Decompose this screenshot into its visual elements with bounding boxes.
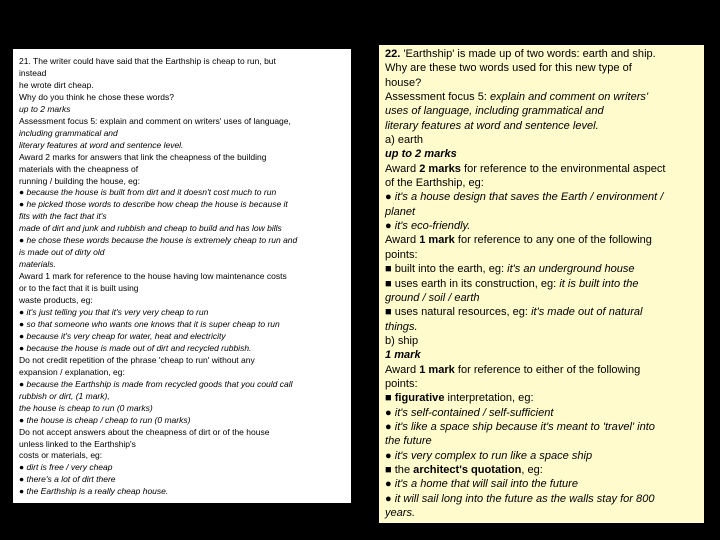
q21-text-line: Why do you think he chose these words? <box>19 91 174 102</box>
q22-text-segment: 'Earthship' is made up of two words: earth and ship. <box>403 48 656 60</box>
q21-text-line: Award 1 mark for reference to the house having low maintenance costs <box>19 271 287 282</box>
q21-text-line: or to the fact that it is built using <box>19 283 139 294</box>
q22-text-line <box>385 291 699 305</box>
q22-text-segment: figurative <box>394 392 445 405</box>
q22-text-segment: ■ uses earth in its construction, eg: <box>385 277 560 290</box>
q21-text-line: materials with the cheapness of <box>19 163 139 174</box>
q22-text-segment: it's an underground house <box>507 263 635 276</box>
q21-text-line: ● he picked those words to describe how cheap the house is because it <box>19 199 288 210</box>
q21-text-line: Do not accept answers about the cheapness of dirt or of the house <box>19 426 270 437</box>
q22-text-segment: it's like a space ship because it's meant to 'travel' into <box>394 420 655 433</box>
q22-text-segment: it will sail long into the future as the walls stay for 800 <box>394 492 655 505</box>
q22-text-line <box>385 391 699 405</box>
q22-text-line <box>385 133 699 147</box>
q22-text-line <box>385 492 699 506</box>
q22-text-line <box>385 305 699 319</box>
q22-text-segment: Assessment focus 5: <box>385 91 490 104</box>
q22-text-segment: ■ <box>385 392 395 405</box>
q22-text-segment: 22. <box>385 48 404 60</box>
q21-text-line: fits with the fact that it's <box>19 211 107 222</box>
q22-text-segment: explain and comment on writers' <box>490 91 649 104</box>
q22-text-line <box>385 277 699 291</box>
q22-text-segment: for reference to either of the following <box>454 363 641 376</box>
q22-text-segment: ● <box>385 492 395 505</box>
q21-text-line: up to 2 marks <box>19 103 71 114</box>
q22-text-segment: ● <box>385 420 395 433</box>
q22-text-segment: a) earth <box>385 134 424 147</box>
question-21-mark-scheme-panel <box>12 48 352 504</box>
q21-text-line: running / building the house, eg: <box>19 175 140 186</box>
q21-text-line: costs or materials, eg: <box>19 450 103 461</box>
q22-text-line <box>385 348 699 362</box>
q21-text-line: materials. <box>19 259 56 270</box>
q21-text-line: 21. The writer could have said that the Earthship is cheap to run, but <box>19 56 276 66</box>
q22-text-segment: points: <box>385 377 418 390</box>
q22-text-segment: ● <box>385 220 395 233</box>
q21-text-line: ● because the house is built from dirt and it doesn't cost much to run <box>19 187 277 198</box>
q21-text-line: Do not credit repetition of the phrase 'cheap to run' without any <box>19 354 255 365</box>
q22-text-segment: 2 marks <box>419 162 461 175</box>
q21-text-line: expansion / explanation, eg: <box>19 366 125 377</box>
q22-text-segment: it's made out of natural <box>531 306 643 319</box>
q21-text-line: ● so that someone who wants one knows that it is super cheap to run <box>19 318 280 329</box>
q22-text-line <box>385 61 699 75</box>
q22-text-segment: ● <box>385 478 395 491</box>
q22-text-segment: b) ship <box>385 334 419 347</box>
q22-text-segment: 1 mark <box>419 234 455 247</box>
q22-text-line <box>385 219 699 233</box>
q21-text-line: literary features at word and sentence level. <box>19 139 184 150</box>
q22-text-line <box>385 76 699 90</box>
q22-text-segment: ● <box>385 191 395 204</box>
q22-text-line <box>385 176 699 190</box>
q21-text-line: ● because the Earthship is made from recycled goods that you could call <box>19 378 293 389</box>
q22-text-line <box>385 147 699 161</box>
q22-text-segment: 1 mark <box>419 363 455 376</box>
q22-text-segment: interpretation, eg: <box>444 392 534 405</box>
q22-text-segment: ground / soil / earth <box>385 291 480 304</box>
q22-text-segment: Award <box>385 162 420 175</box>
q22-text-line <box>385 262 699 276</box>
q22-text-line <box>385 449 699 463</box>
q22-text-line <box>385 205 699 219</box>
q22-text-segment: ● <box>385 449 395 462</box>
q22-text-segment: planet <box>385 205 416 218</box>
q22-text-line <box>385 377 699 391</box>
q22-text-line <box>385 477 699 491</box>
q22-text-segment: for reference to the environmental aspect <box>460 162 666 175</box>
q21-text-line: Award 2 marks for answers that link the cheapness of the building <box>19 151 267 162</box>
q21-text-line: ● the house is cheap / cheap to run (0 marks) <box>19 414 191 425</box>
q22-text-line <box>385 506 699 520</box>
q21-text-line: ● because the house is made out of dirt and recycled rubbish. <box>19 342 252 353</box>
q22-text-segment: it's very complex to run like a space ship <box>394 449 593 462</box>
q22-text-segment: Award <box>385 363 420 376</box>
q21-text-line: ● because it's very cheap for water, heat and electricity <box>19 330 226 341</box>
q21-text-line: he wrote dirt cheap. <box>19 79 94 90</box>
q22-text-line <box>385 434 699 448</box>
q22-text-segment: ■ uses natural resources, eg: <box>385 306 532 319</box>
q21-text-line: unless linked to the Earthship's <box>19 438 136 449</box>
q22-text-line <box>385 420 699 434</box>
q21-text-line: ● there's a lot of dirt there <box>19 474 116 485</box>
q22-text-segment: architect's quotation <box>413 463 522 476</box>
question-22-mark-scheme-panel <box>378 44 705 524</box>
q21-text-line: ● he chose these words because the house is extremely cheap to run and <box>19 235 298 246</box>
q21-text-line: including grammatical and <box>19 127 118 138</box>
q22-text-segment: uses of language, including grammatical and <box>385 105 604 118</box>
q22-text-segment: points: <box>385 248 418 261</box>
q22-text-segment: Award <box>385 234 420 247</box>
q22-text-line <box>385 334 699 348</box>
q22-text-segment: ■ built into the earth, eg: <box>385 263 508 276</box>
q21-text-line: ● the Earthship is a really cheap house. <box>19 486 169 497</box>
q22-text-line <box>385 463 699 477</box>
q22-text-line <box>385 47 699 61</box>
q22-text-line <box>385 248 699 262</box>
q22-text-line <box>385 90 699 104</box>
q21-text-line: waste products, eg: <box>19 295 93 306</box>
q22-text-segment: Why are these two words used for this new type of <box>385 62 632 75</box>
q22-text-line <box>385 406 699 420</box>
q22-text-segment: , eg: <box>521 463 543 476</box>
q22-text-segment: it is built into the <box>559 277 639 290</box>
q22-text-line <box>385 363 699 377</box>
q22-text-line <box>385 233 699 247</box>
q22-text-line <box>385 119 699 133</box>
q22-text-segment: it's a home that will sail into the future <box>394 478 578 491</box>
q22-text-segment: the future <box>385 435 432 448</box>
q22-text-segment: years. <box>385 507 416 519</box>
q22-text-segment: it's a house design that saves the Earth / environment / <box>394 191 664 204</box>
q22-text-line <box>385 190 699 204</box>
q22-text-segment: of the Earthship, eg: <box>385 177 484 190</box>
q21-text-line: ● it's just telling you that it's very very cheap to run <box>19 307 209 318</box>
q21-text-line: is made out of dirty old <box>19 247 105 258</box>
q22-text-segment: up to 2 marks <box>385 148 457 161</box>
q22-text-segment: literary features at word and sentence level. <box>385 119 599 132</box>
q22-text-segment: it's self-contained / self-sufficient <box>394 406 554 419</box>
q22-text-segment: ■ the <box>385 463 414 476</box>
q21-text-line: Assessment focus 5: explain and comment on writers' uses of language, <box>19 115 291 126</box>
q22-text-segment: house? <box>385 76 422 89</box>
q21-text-line: made of dirt and junk and rubbish and cheap to build and has low bills <box>19 223 282 234</box>
q22-text-segment: things. <box>385 320 418 333</box>
q21-text-line: instead <box>19 67 47 78</box>
q22-text-segment: it's eco-friendly. <box>394 220 471 233</box>
q21-text-line: the house is cheap to run (0 marks) <box>19 402 153 413</box>
q22-text-line <box>385 320 699 334</box>
q22-text-segment: ● <box>385 406 395 419</box>
q22-text-segment: 1 mark <box>385 349 421 362</box>
q22-text-line <box>385 162 699 176</box>
q22-text-line <box>385 104 699 118</box>
q21-text-line: rubbish or dirt, (1 mark), <box>19 390 110 401</box>
q22-text-segment: for reference to any one of the following <box>454 234 652 247</box>
q21-text-line: ● dirt is free / very cheap <box>19 462 113 473</box>
